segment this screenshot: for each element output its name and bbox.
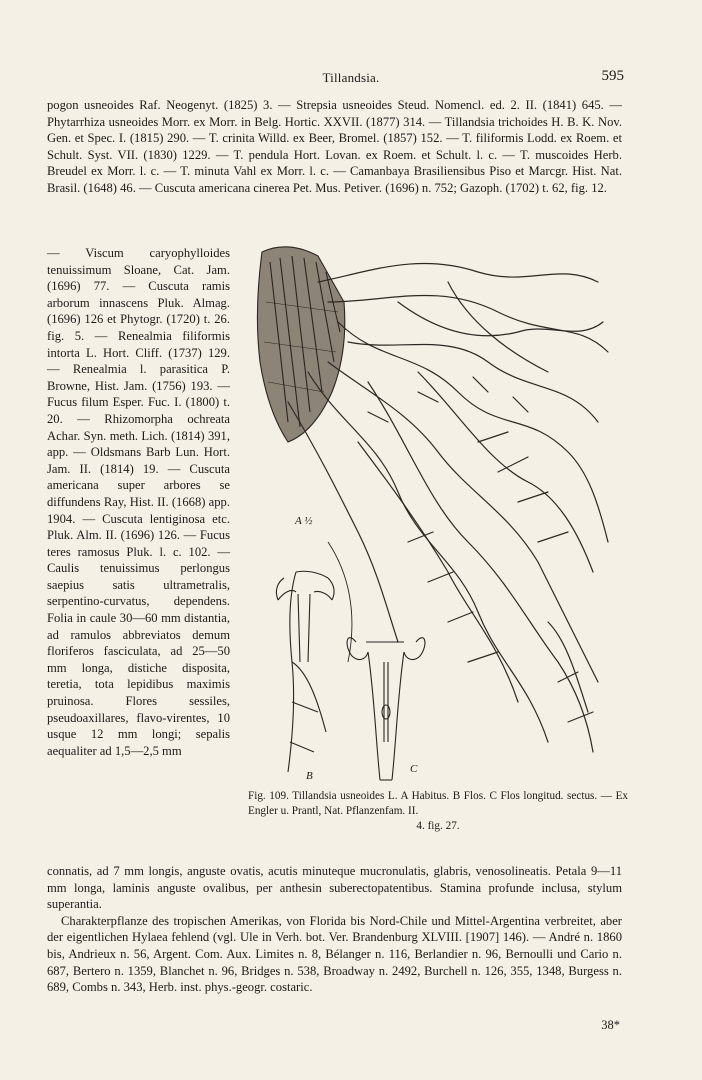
figure-caption [248, 789, 628, 834]
figure-label-b: B [306, 770, 313, 782]
figure-label-a: A ½ [295, 515, 313, 527]
distribution-paragraph: Charakterpflanze des tropischen Amerikas, von Florida bis Nord-Chile und Mittel-Argentina verbreitet, aber der eigentlichen Hylaea fehlend (vgl. Ule in Verh. bot. Ver. Brandenburg XLVIII. [1907] 146). — André n. 1860 bis, Andrieux n. 56, Argent. Com. Aux. Limites n. 8, Bélanger n. 116, Berlandier n. 96, Bernoulli und Cario n. 687, Bertero n. 1359, Blanchet n. 96, Bridges n. 538, Broadway n. 2492, Burchell n. 126, 355, 1348, Burgess n. 689, Combs n. 343, Herb. inst. phys.-geogr. costaric. [47, 913, 622, 995]
flower-b [276, 542, 352, 772]
signature-mark: 38* [601, 1018, 620, 1032]
synonymy-paragraph: pogon usneoides Raf. Neogenyt. (1825) 3. — Strepsia usneoides Steud. Nomencl. ed. 2. II. (1841) 645. — Phytarrhiza usneoides Morr. ex Morr. in Belg. Hortic. XXVII. (1877) 314. — Tillandsia trichoides H. B. K. Nov. Gen. et Spec. I. (1815) 290. — T. crinita Willd. ex Beer, Bromel. (1857) 152. — T. filiformis Lodd. ex Roem. et Schult. Syst. VII. (1830) 1229. — T. pendula Hort. Lovan. ex Roem. et Schult. l. c. — T. muscoides Herb. Breudel ex Morr. l. c. — T. minuta Vahl ex Morr. l. c. — Camanbaya Brasiliensibus Piso et Marcgr. Hist. Nat. Brasil. (1648) 46. — Cuscuta americana cinerea Pet. Mus. Petiver. (1696) n. 752; Gazoph. (1702) t. 62, fig. 12. [47, 98, 622, 195]
tillandsia-illustration [248, 242, 628, 788]
page-number: 595 [601, 68, 624, 84]
left-column-text: — Viscum caryophylloides tenuissimum Sloane, Cat. Jam. (1696) 77. — Cuscuta ramis arborum innascens Pluk. Almag. (1696) 126 et Phytogr. (1720) t. 26. fig. 5. — Renealmia filiformis intorta L. Hort. Cliff. (1737) 129. — Renealmia l. parasitica P. Browne, Hist. Jam. (1756) 193. — Fucus filum Esper. Fuc. I. (1800) t. 20. — Rhizomorpha ochreata Achar. Syn. meth. Lich. (1814) 391, app. — Oldsmans Barb Lun. Hort. Jam. II. (1814) 19. — Cuscuta americana super arbores se diffundens Ray, Hist. II. (1668) app. 1904. — Cuscuta lentiginosa etc. Pluk. Alm. II. (1696) 126. — Fucus teres ramosus Pluk. l. c. 102. — Caulis tenuissimus perlongus saepius satis ultrametralis, serpentino-curvatus, dependens. Folia in caule 30—60 mm distantia, ad ramulos abbreviatos demum floriferos fasciculata, ad 25—50 mm longa, distiche disposita, teretia, tota lepidibus maximis pruinosa. Flores sessiles, pseudoaxillares, flavo-virentes, 10 usque 12 mm longi; sepalis aequaliter ad 1,5—2,5 mm [47, 246, 230, 758]
running-title: Tillandsia. [322, 70, 380, 85]
flower-section-c [347, 638, 425, 780]
figure-label-c: C [410, 763, 418, 775]
description-continuation: connatis, ad 7 mm longis, anguste ovatis, acutis minuteque mucronulatis, glabris, venosolineatis. Petala 9—11 mm longa, laminis anguste ovalibus, per anthesin suberectopatentibus. Stamina profunde inclusa, stylum superantia. [47, 864, 622, 912]
description-text-bottom [47, 863, 622, 996]
bark-piece [257, 247, 344, 442]
synonymy-text-top [47, 97, 622, 197]
caption-last-line: 4. fig. 27. [416, 820, 460, 832]
caption-main: Fig. 109. Tillandsia usneoides L. A Habitus. B Flos. C Flos longitud. sectus. — Ex Engler u. Prantl, Nat. Pflanzenfam. II. [248, 790, 628, 817]
figure-109 [248, 242, 628, 788]
